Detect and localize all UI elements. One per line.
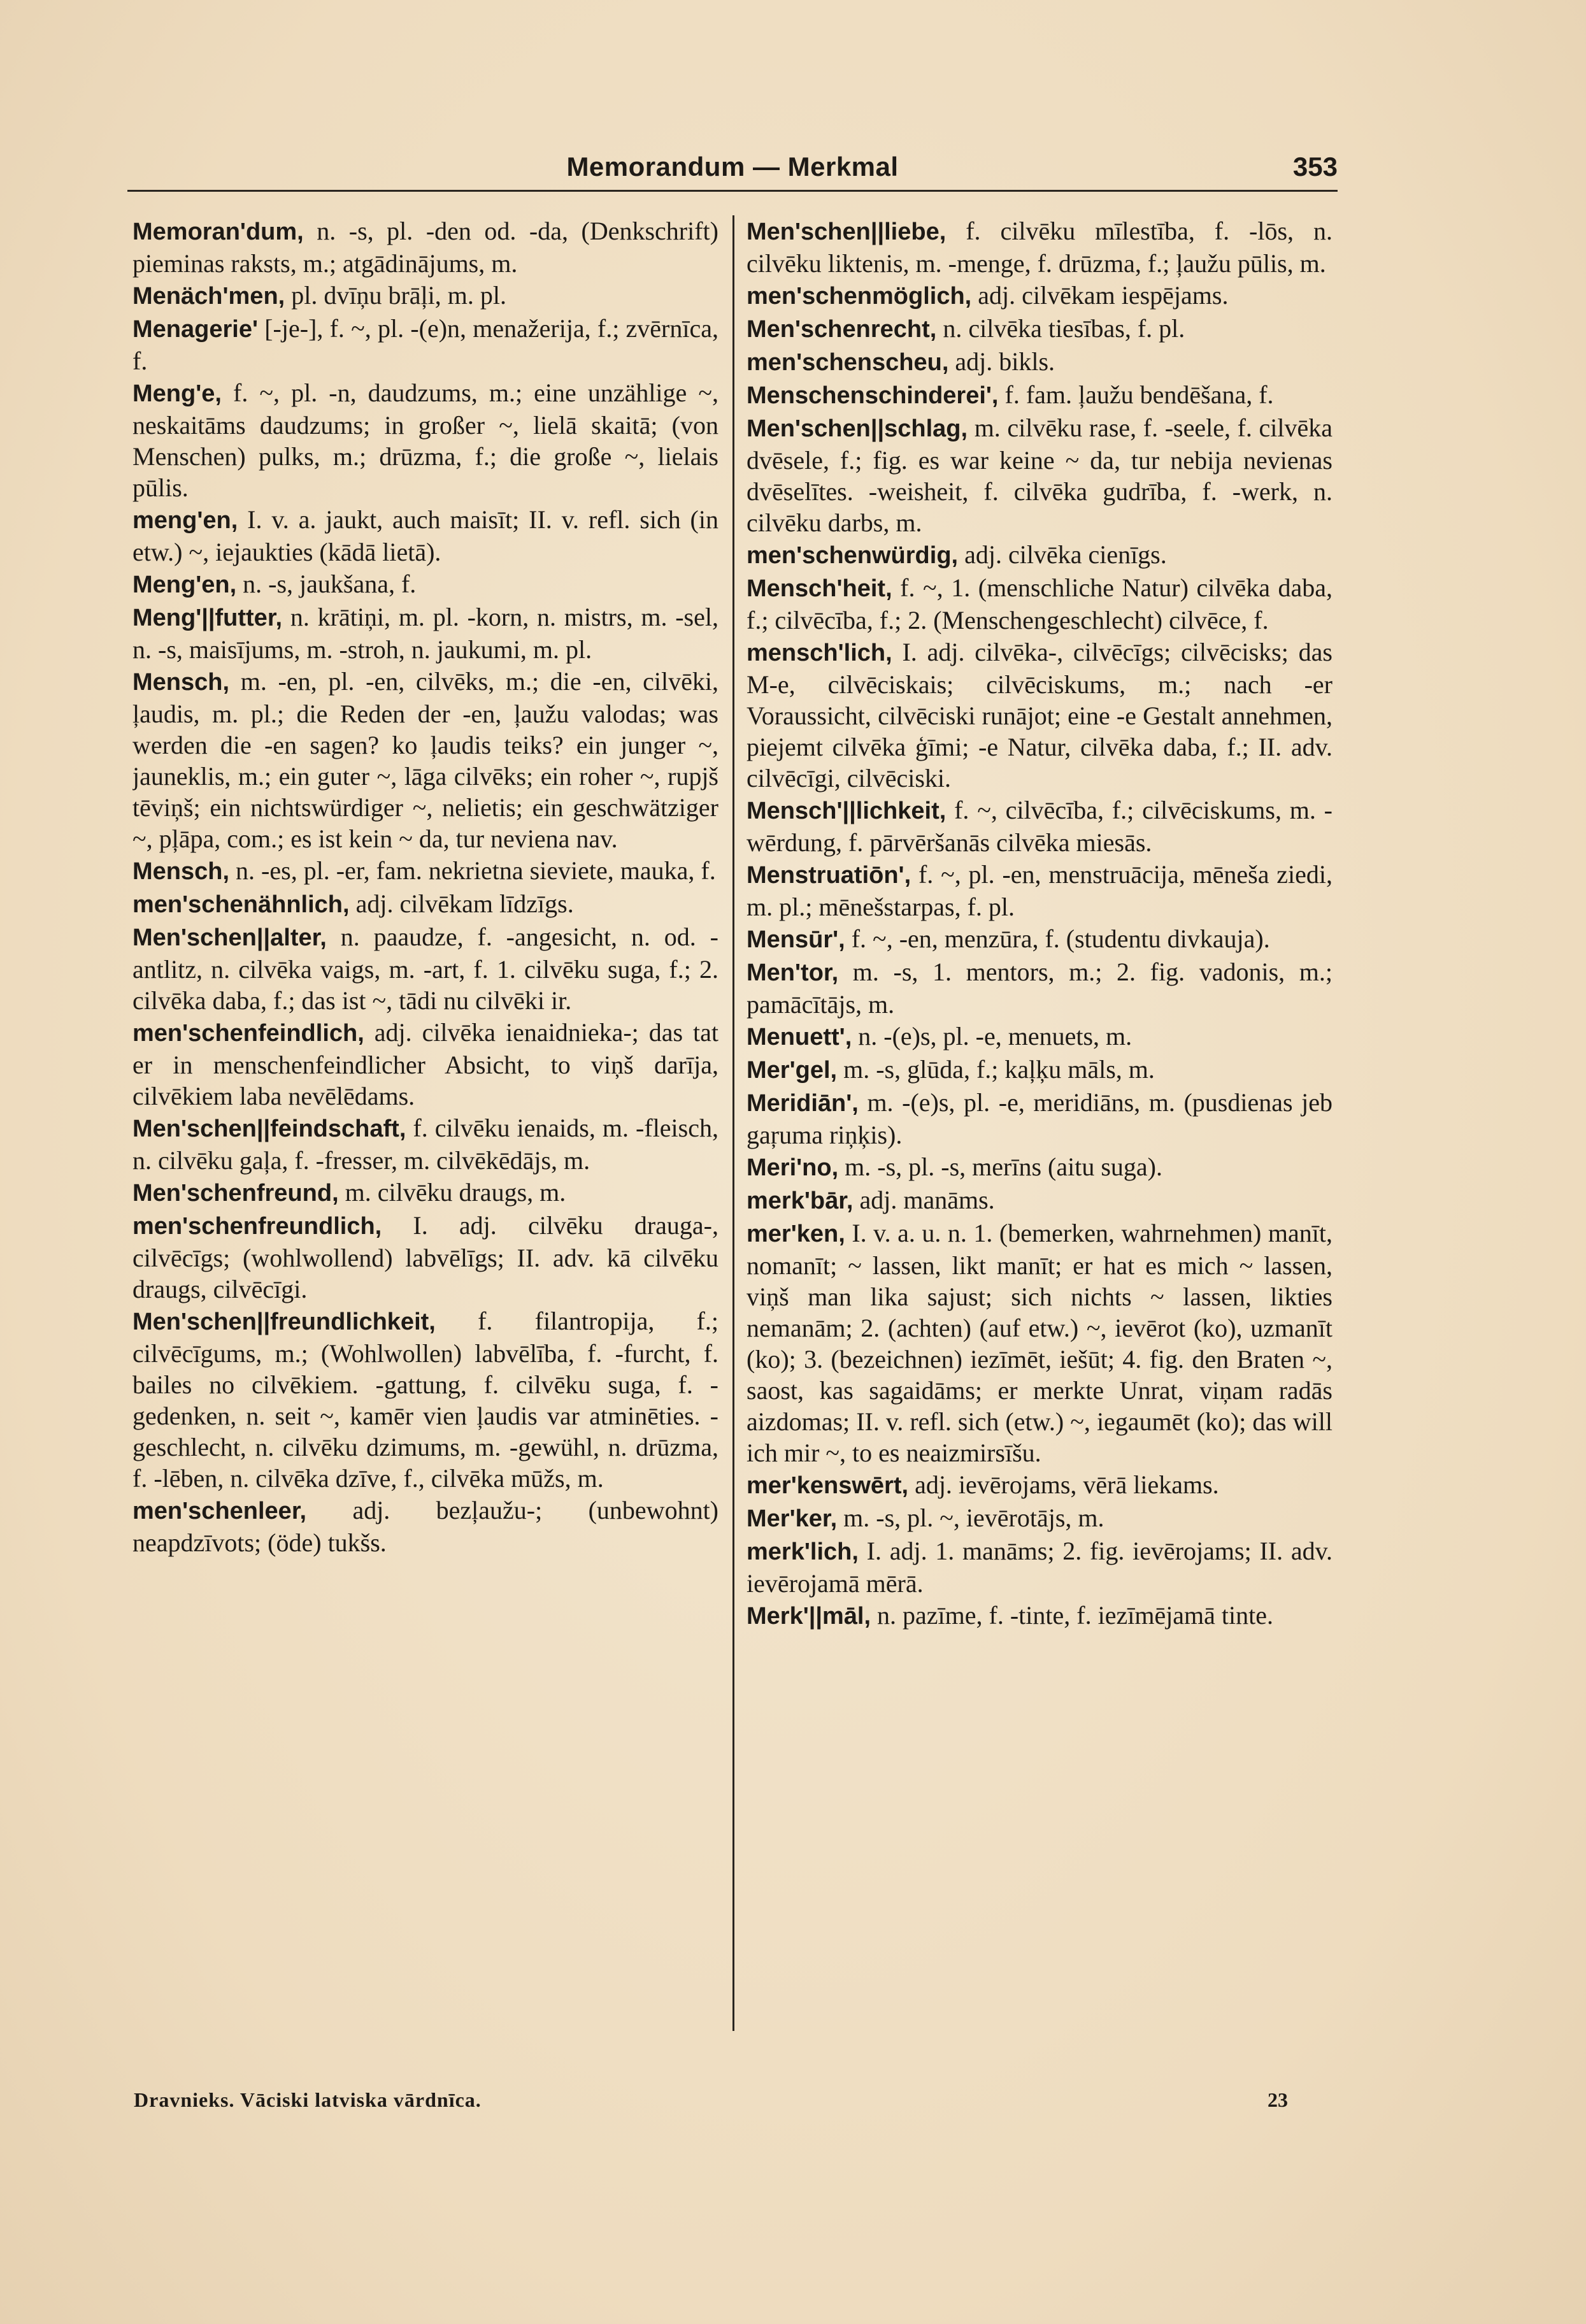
dictionary-entry [747,1151,1332,1184]
entry-headword: merk'lich, [747,1539,859,1565]
entry-headword: merk'bār, [747,1187,854,1214]
dictionary-entry [747,1600,1332,1632]
entry-definition: f. ~, pl. -en, menstruācija, mēneša ziedi, m. pl.; mēnešstarpas, f. pl. [747,860,1332,921]
dictionary-entry [132,568,718,601]
entry-definition: n. -s, jaukšana, f. [236,570,417,598]
entry-headword: Mer'gel, [747,1057,838,1084]
dictionary-entry [747,1054,1332,1086]
entry-headword: men'schenmöglich, [747,283,972,310]
dictionary-entry [747,1184,1332,1217]
dictionary-entry [747,379,1332,412]
footer-source: Dravnieks. Vāciski latviska vārdnīca. [134,2088,482,2111]
entry-definition: m. -en, pl. -en, cilvēks, m.; die -en, cilvēki, ļaudis, m. pl.; die Reden der -en, ļaužu valodas; was werden die -en sagen? ko ļaudis teiks? ein junger ~, jauneklis, m.; ein guter ~, lāga cilvēks; ein roher ~, rupjš tēviņš; ein nichtswürdiger ~, nelietis; ein geschwätziger ~, pļāpa, com.; es ist kein ~ da, tur neviena nav. [132,667,718,853]
entry-definition: m. cilvēku rase, f. -seele, f. cilvēka dvēsele, f.; fig. es war keine ~ da, tur nebija nevienas dvēselītes. -weisheit, f. cilvēka gudrība, f. -werk, n. cilvēku darbs, m. [747,413,1332,537]
entry-definition: I. v. a. jaukt, auch maisīt; II. v. refl. sich (in etw.) ~, iejaukties (kādā lietā). [132,505,718,566]
entry-definition: n. cilvēka tiesības, f. pl. [936,314,1185,343]
entry-headword: Menagerie' [132,316,258,343]
entry-definition: adj. bezļaužu-; (unbewohnt) neapdzīvots; (öde) tukšs. [132,1496,718,1557]
running-head: Memorandum — Merkmal [566,152,899,182]
entry-definition: adj. bikls. [948,347,1055,376]
entry-definition: f. ~, pl. -n, daudzums, m.; eine unzählige ~, neskaitāms daudzums; in großer ~, lielā skaitā; (von Menschen) pulks, m.; drūzma, f.; die große ~, lielais pūlis. [132,378,718,502]
dictionary-entry [132,601,718,665]
entry-definition: [-je-], f. ~, pl. -(e)n, menažerija, f.; zvērnīca, f. [132,314,718,375]
entry-headword: meng'en, [132,507,238,534]
entry-definition: n. pazīme, f. -tinte, f. iezīmējamā tinte. [871,1601,1274,1630]
entry-definition: f. ~, -en, menzūra, f. (studentu divkauja). [845,924,1270,953]
entry-headword: Meridiān', [747,1090,859,1117]
entry-definition: adj. ievērojams, vērā liekams. [908,1470,1219,1499]
dictionary-entry [747,346,1332,378]
entry-headword: mer'ken, [747,1221,845,1247]
entry-headword: Mensch, [132,669,230,696]
entry-definition: adj. manāms. [853,1186,995,1214]
dictionary-entry [747,280,1332,312]
entry-definition: n. krātiņi, m. pl. -korn, n. mistrs, m. -sel, n. -s, maisījums, m. -stroh, n. jaukumi, m. pl. [132,603,718,664]
dictionary-entry [747,1535,1332,1599]
entry-definition: I. adj. cilvēku draugа-, cilvēcīgs; (wohlwollend) labvēlīgs; II. adv. kā cilvēku draugs, cilvēcīgi. [132,1211,718,1303]
entry-definition: f. cilvēku ienaids, m. -fleisch, n. cilvēku gaļa, f. -fresser, m. cilvēkēdājs, m. [132,1114,718,1175]
entry-definition: I. v. a. u. n. 1. (bemerken, wahrnehmen) manīt, nomanīt; ~ lassen, likt manīt; er hat es mich ~ lassen, viņš man lika sajust; sich nichts ~ lassen, likties nemanām; 2. (achten) (auf etw.) ~, ievērot (ko), uzmanīt (ko); 3. (bezeichnen) iezīmēt, iešūt; 4. fig. den Braten ~, saost, kas sagaidāms; er merkte Unrat, viņam radās aizdomas; II. v. refl. sich (etw.) ~, iegaumēt (ko); das will ich mir ~, to es neaizmirsīšu. [747,1219,1332,1467]
column-divider [732,215,734,2031]
entry-definition: pl. dvīņu brāļi, m. pl. [285,281,506,310]
entry-headword: Mensch'||lichkeit, [747,798,947,824]
dictionary-entry [747,1217,1332,1468]
entry-definition: m. -s, pl. ~, ievērotājs, m. [837,1503,1104,1532]
entry-headword: Meri'no, [747,1154,839,1181]
entry-headword: mer'kenswērt, [747,1472,909,1499]
entry-headword: men'schenfeindlich, [132,1020,364,1047]
entry-headword: Mer'ker, [747,1505,838,1532]
entry-definition: m. -s, pl. -s, merīns (aitu suga). [838,1152,1162,1181]
dictionary-entry [132,504,718,568]
entry-headword: Men'tor, [747,959,839,986]
entry-headword: Merk'||māl, [747,1603,871,1630]
dictionary-entry [747,572,1332,636]
entry-headword: Meng'||futter, [132,605,283,631]
entry-headword: Men'schen||schlag, [747,415,968,442]
dictionary-entry [747,1502,1332,1535]
entry-headword: Menuett', [747,1024,852,1051]
entry-headword: Menschenschinderei', [747,382,999,409]
dictionary-entry [132,215,718,279]
dictionary-entry [747,539,1332,571]
entry-definition: n. -es, pl. -er, fam. nekrietna sieviete, mauka, f. [229,856,716,885]
entry-headword: men'schenwürdig, [747,542,959,569]
entry-headword: Men'schenfreund, [132,1180,339,1207]
entry-headword: men'schenähnlich, [132,891,350,918]
dictionary-entry [747,636,1332,794]
dictionary-entry [132,1210,718,1305]
entry-headword: men'schenscheu, [747,349,949,376]
dictionary-entry [132,888,718,921]
dictionary-entry [132,377,718,503]
dictionary-entry [747,923,1332,956]
entry-headword: Mensch, [132,858,230,885]
dictionary-entry [747,859,1332,922]
entry-definition: f. fam. ļaužu bendēšana, f. [998,380,1274,409]
entry-headword: Mensch'heit, [747,575,892,602]
dictionary-entry [747,313,1332,345]
entry-definition: m. -s, 1. mentors, m.; 2. fig. vadonis, m.; pamācītājs, m. [747,958,1332,1019]
entry-definition: adj. cilvēkam līdzīgs. [349,889,574,918]
dictionary-entry [747,1469,1332,1502]
entry-headword: Menstruatiōn', [747,862,911,889]
entry-definition: n. paaudze, f. -angesicht, n. od. -antlitz, n. cilvēka vaigs, m. -art, f. 1. cilvēku suga, f.; 2. cilvēka daba, f.; das ist ~, tādi nu cilvēki ir. [132,922,718,1015]
entry-definition: f. filantropija, f.; cilvēcīgums, m.; (Wohlwollen) labvēlība, f. -furcht, f. bailes no cilvēkiem. -gattung, f. cilvēku suga, f. -gedenken, n. seit ~, kamēr vien ļaudis var atminēties. -geschlecht, n. cilvēku dzimums, m. -gewühl, n. drūzma, f. -lēben, n. cilvēka dzīve, f., cilvēka mūžs, m. [132,1307,718,1493]
dictionary-entry [132,1112,718,1176]
dictionary-entry [132,921,718,1016]
entry-definition: n. -s, pl. -den od. -da, (Denkschrift) pieminas raksts, m.; atgādinājums, m. [132,217,718,278]
dictionary-entry [132,855,718,887]
entry-definition: adj. cilvēka cienīgs. [958,540,1167,569]
entry-definition: m. -s, glūda, f.; kaļķu māls, m. [837,1055,1155,1084]
entry-headword: Meng'en, [132,571,237,598]
dictionary-entry [132,1495,718,1558]
dictionary-entry [132,1177,718,1209]
dictionary-entry [132,666,718,854]
entry-headword: Men'schen||liebe, [747,219,947,245]
entry-definition: f. ~, 1. (menschliche Natur) cilvēka daba, f.; cilvēcība, f.; 2. (Menschengeschlecht) cilvēce, f. [747,573,1332,635]
dictionary-entry [132,313,718,377]
entry-definition: f. cilvēku mīlestība, f. -lōs, n. cilvēku liktenis, m. -menge, f. drūzma, f.; ļaužu pūlis, m. [747,217,1332,278]
entry-definition: n. -(e)s, pl. -e, menuets, m. [852,1022,1132,1051]
entry-definition: I. adj. cilvēka-, cilvēcīgs; cilvēcisks; das M-e, cilvēciskais; cilvēciskums, m.; nach -er Voraussicht, cilvēciski runājot; eine -e Gestalt annehmen, piejemt cilvēka ģīmi; -e Natur, cilvēka daba, f.; II. adv. cilvēcīgi, cilvēciski. [747,638,1332,793]
dictionary-entry [747,956,1332,1020]
page-header [127,152,1338,192]
entry-definition: m. cilvēku draugs, m. [338,1178,566,1207]
entry-definition: m. -(e)s, pl. -e, meridiāns, m. (pusdienas jeb gaŗuma riņķis). [747,1088,1332,1149]
entry-headword: mensch'lich, [747,640,892,666]
entry-headword: men'schenleer, [132,1498,307,1524]
entry-headword: Memoran'dum, [132,219,304,245]
entry-headword: Men'schenrecht, [747,316,937,343]
footer-signature: 23 [1268,2088,1288,2111]
dictionary-entry [132,1017,718,1112]
dictionary-entry [747,215,1332,279]
entry-headword: Men'schen||feindschaft, [132,1115,406,1142]
entry-headword: Mensūr', [747,926,845,953]
entry-headword: Meng'e, [132,380,222,407]
entry-headword: Men'schen||alter, [132,924,327,951]
dictionary-entry [747,794,1332,858]
dictionary-entry [747,1021,1332,1053]
dictionary-entry [132,280,718,312]
dictionary-entry [747,1087,1332,1151]
entry-headword: Men'schen||freundlichkeit, [132,1309,436,1335]
right-column [747,215,1332,2044]
left-column [132,215,718,2044]
entry-definition: adj. cilvēka ienaidnieka-; das tat er in menschenfeindlicher Absicht, to viņš darīja, cilvēkiem laba nevēlēdams. [132,1018,718,1110]
entry-definition: adj. cilvēkam iespējams. [971,281,1229,310]
dictionary-entry [132,1305,718,1494]
page-number: 353 [1292,152,1338,182]
dictionary-entry [747,412,1332,538]
entry-definition: f. ~, cilvēcība, f.; cilvēciskums, m. -wērdung, f. pārvēršanās cilvēka miesās. [747,796,1332,857]
entry-definition: I. adj. 1. manāms; 2. fig. ievērojams; II. adv. ievērojamā mērā. [747,1537,1332,1598]
entry-headword: men'schenfreundlich, [132,1213,382,1240]
entry-headword: Menäch'men, [132,283,285,310]
